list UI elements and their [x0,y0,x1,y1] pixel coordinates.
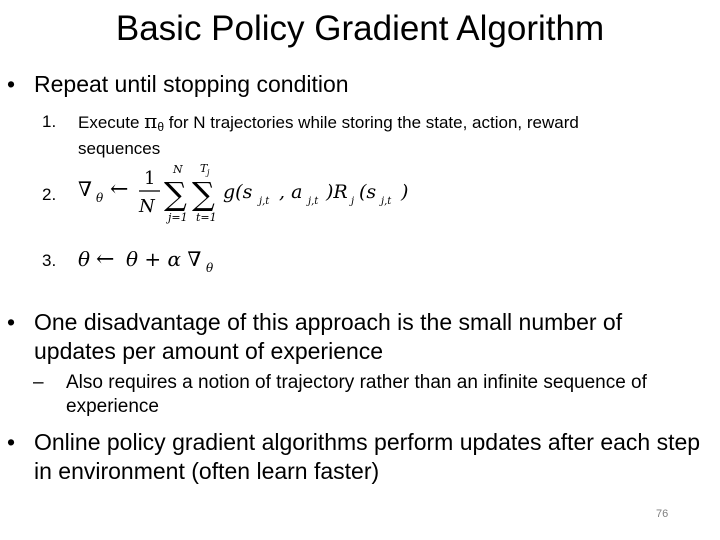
update-arrow: ← [110,177,129,202]
grad-subscript: θ [96,191,104,205]
bullet-dot: • [7,309,16,335]
bullet-disadvantage-text: One disadvantage of this approach is the small number of updates per amount of experience [34,309,623,364]
sum2-lower: t=1 [196,211,217,224]
dash-marker: – [33,372,44,393]
grad-symbol: ∇ [78,177,92,201]
step-1 [42,109,648,159]
fraction-denominator: N [139,196,155,217]
sum1-sigma: ∑ [164,175,187,213]
sum2-sigma: ∑ [192,175,215,213]
bullet-repeat [7,70,694,99]
bullet-disadvantage [7,308,694,366]
bullet-online [7,428,718,486]
sub-bullet-trajectory-text: Also requires a notion of trajectory rather than an infinite sequence of experience [66,372,647,417]
s2-subscript: j,t [381,196,392,207]
sum2-upper: T [200,162,208,175]
slide-title: Basic Policy Gradient Algorithm [115,9,605,48]
page-number: 76 [656,508,669,520]
a-subscript: j,t [308,196,319,207]
return-term: )R [326,181,348,203]
update-rhs: θ + α ∇ [126,247,202,271]
grad-subscript-2: θ [206,261,214,275]
update-arrow-2: ← [96,247,115,272]
sum1-upper: N [173,163,183,176]
s-subscript: j,t [259,196,270,207]
sum1-lower: j=1 [168,211,188,224]
step-1-before: Execute [78,113,140,132]
policy-pi-symbol: π [144,109,158,133]
step-3-number: 3. [42,251,57,270]
fraction-numerator: 1 [144,168,156,189]
closing-paren: ) [401,181,409,203]
g-function: g(s [223,181,253,203]
bullet-repeat-text: Repeat until stopping condition [34,71,349,97]
step-2-number: 2. [42,185,57,204]
R-subscript: j [351,196,355,207]
bullet-online-text: Online policy gradient algorithms perform updates after each step in environment (often learn faster) [34,429,701,484]
bullet-dot: • [7,429,16,455]
policy-theta-subscript: θ [157,120,165,134]
return-state-term: (s [359,181,377,203]
step-1-number: 1. [42,112,57,131]
theta-lhs: θ [78,247,91,271]
step-1-after: for N trajectories while storing the state, action, reward sequences [78,113,579,158]
gradient-estimate-formula [76,160,416,230]
sub-bullet-trajectory [33,371,706,419]
action-term: , a [279,181,303,203]
bullet-dot: • [7,71,16,97]
sum2-upper-sub: j [207,168,210,177]
parameter-update-formula [76,242,236,278]
